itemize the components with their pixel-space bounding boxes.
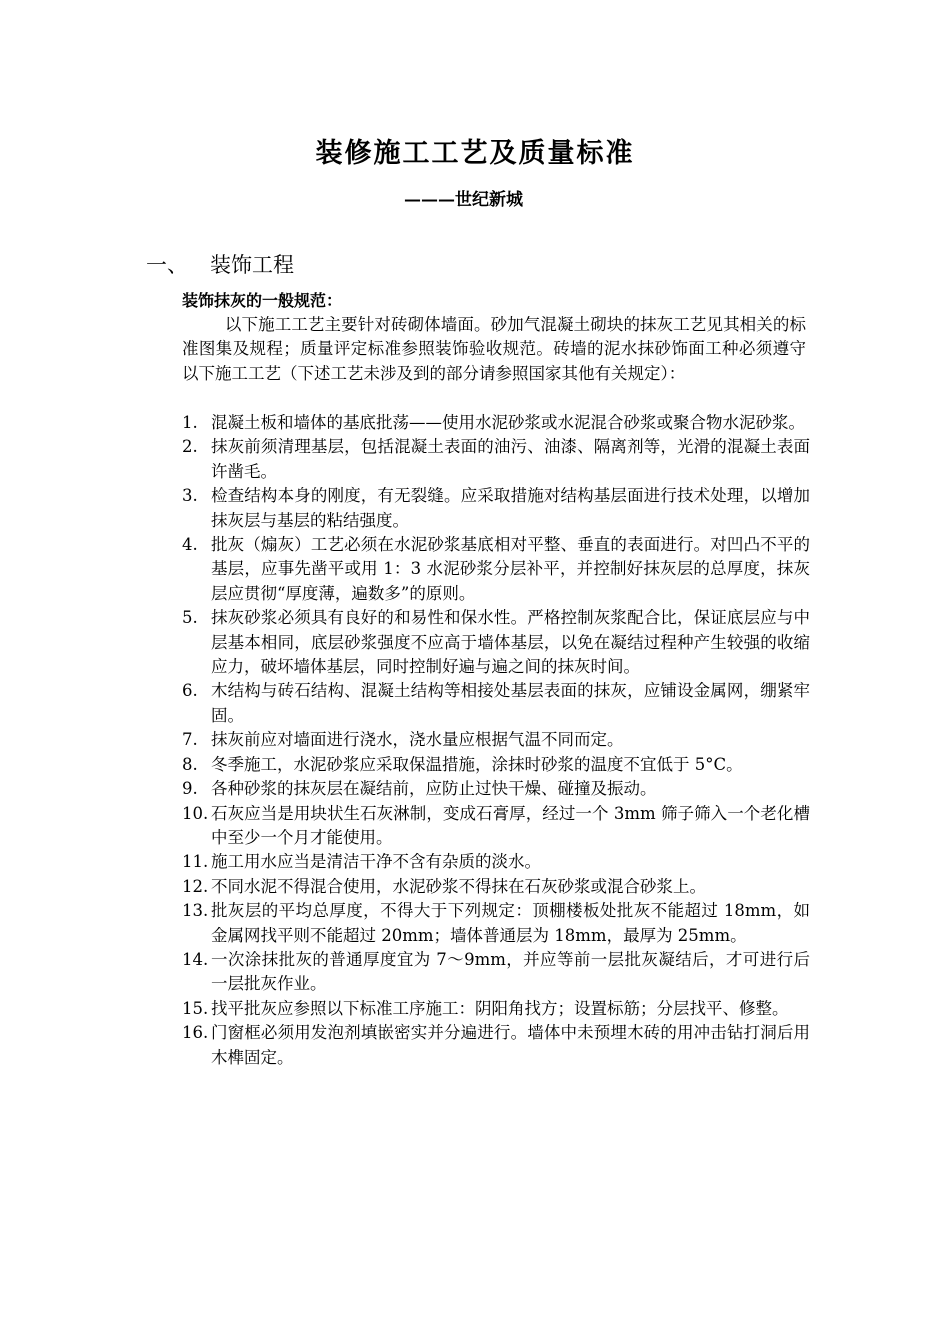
- list-item-number: 11.: [182, 852, 209, 872]
- list-item-text: 一次涂抹批灰的普通厚度宜为 7～9mm，并应等前一层批灰凝结后，才可进行后一层批灰作业。: [211, 949, 810, 994]
- list-item-text: 抹灰砂浆必须具有良好的和易性和保水性。严格控制灰浆配合比，保证底层应与中层基本相同，底层砂浆强度不应高于墙体基层，以免在凝结过程种产生较强的收缩应力，破坏墙体基层，同时控制好遍与遍之间的抹灰时间。: [211, 608, 810, 677]
- list-item-number: 3.: [182, 486, 198, 506]
- list-item-number: 14.: [182, 949, 209, 969]
- list-item-text: 抹灰前须清理基层，包括混凝土表面的油污、油漆、隔离剂等，光滑的混凝土表面许凿毛。: [211, 437, 810, 481]
- section-number: 一、: [146, 253, 188, 277]
- list-item-number: 1.: [182, 413, 198, 432]
- list-item: [182, 606, 810, 679]
- list-item-text: 冬季施工，水泥砂浆应采取保温措施，涂抹时砂浆的温度不宜低于 5°C。: [211, 754, 743, 774]
- list-item-text: 抹灰前应对墙面进行浇水，浇水量应根据气温不同而定。: [211, 730, 624, 750]
- list-item-number: 4.: [182, 535, 198, 555]
- list-item-number: 9.: [182, 779, 198, 799]
- list-item-number: 12.: [182, 876, 209, 896]
- list-item-text: 施工用水应当是清洁干净不含有杂质的淡水。: [211, 852, 541, 872]
- list-item-number: 7.: [182, 730, 198, 750]
- list-item-text: 木结构与砖石结构、混凝土结构等相接处基层表面的抹灰，应铺设金属网，绷紧牢固。: [211, 681, 810, 725]
- list-item: [182, 802, 810, 851]
- list-item: [182, 997, 810, 1021]
- list-item-number: 13.: [182, 901, 209, 921]
- list-item: [182, 753, 810, 777]
- list-item-number: 8.: [182, 754, 198, 774]
- list-item: [182, 533, 810, 606]
- list-item-number: 15.: [182, 998, 209, 1018]
- list-item: [182, 484, 810, 533]
- list-item-text: 批灰层的平均总厚度，不得大于下列规定：顶棚楼板处批灰不能超过 18mm，如金属网找平则不能超过 20mm；墙体普通层为 18mm，最厚为 25mm。: [211, 901, 810, 945]
- list-item-number: 6.: [182, 681, 198, 701]
- list-item-text: 各种砂浆的抹灰层在凝结前，应防止过快干燥、碰撞及振动。: [211, 779, 657, 799]
- list-item-number: 2.: [182, 437, 198, 457]
- list-item-text: 不同水泥不得混合使用，水泥砂浆不得抹在石灰砂浆或混合砂浆上。: [211, 876, 706, 896]
- list-item-text: 找平批灰应参照以下标准工序施工：阴阳角找方；设置标筋；分层找平、修整。: [211, 998, 789, 1018]
- list-item-text: 检查结构本身的刚度，有无裂缝。应采取措施对结构基层面进行技术处理，以增加抹灰层与基层的粘结强度。: [211, 486, 810, 530]
- list-item: [182, 948, 810, 997]
- list-item: [182, 899, 810, 948]
- document-subtitle: ———世纪新城: [404, 190, 523, 210]
- list-item: [182, 728, 810, 752]
- list-item-text: 批灰（煽灰）工艺必须在水泥砂浆基底相对平整、垂直的表面进行。对凹凸不平的基层，应事先凿平或用 1：3 水泥砂浆分层补平，并控制好抹灰层的总厚度，抹灰层应贯彻“厚度薄，遍数多”的原则。: [211, 535, 810, 603]
- list-item: [182, 679, 810, 728]
- list-item-text: 门窗框必须用发泡剂填嵌密实并分遍进行。墙体中未预埋木砖的用冲击钻打洞后用木榫固定。: [211, 1023, 810, 1067]
- list-item-number: 5.: [182, 608, 198, 628]
- section-title: 装饰工程: [210, 253, 294, 277]
- list-item-text: 石灰应当是用块状生石灰淋制，变成石膏厚，经过一个 3mm 筛子筛入一个老化槽中至少一个月才能使用。: [211, 803, 810, 847]
- list-item-text: 混凝土板和墙体的基底批荡——使用水泥砂浆或水泥混合砂浆或聚合物水泥砂浆。: [211, 413, 805, 432]
- subheading: 装饰抹灰的一般规范：: [182, 291, 343, 310]
- list-item: [182, 875, 810, 899]
- list-item: [182, 411, 810, 435]
- section-heading: [146, 250, 294, 280]
- list-item: [182, 850, 810, 874]
- list-item: [182, 1021, 810, 1070]
- rules-list: [182, 411, 810, 1070]
- list-item: [182, 435, 810, 484]
- intro-paragraph: 以下施工工艺主要针对砖砌体墙面。砂加气混凝土砌块的抹灰工艺见其相关的标准图集及规程；质量评定标准参照装饰验收规范。砖墙的泥水抹砂饰面工种必须遵守以下施工工艺（下述工艺未涉及到的部分请参照国家其他有关规定）：: [182, 315, 806, 383]
- list-item: [182, 777, 810, 801]
- list-item-number: 10.: [182, 803, 209, 823]
- document-title: 装修施工工艺及质量标准: [315, 138, 635, 169]
- list-item-number: 16.: [182, 1023, 209, 1043]
